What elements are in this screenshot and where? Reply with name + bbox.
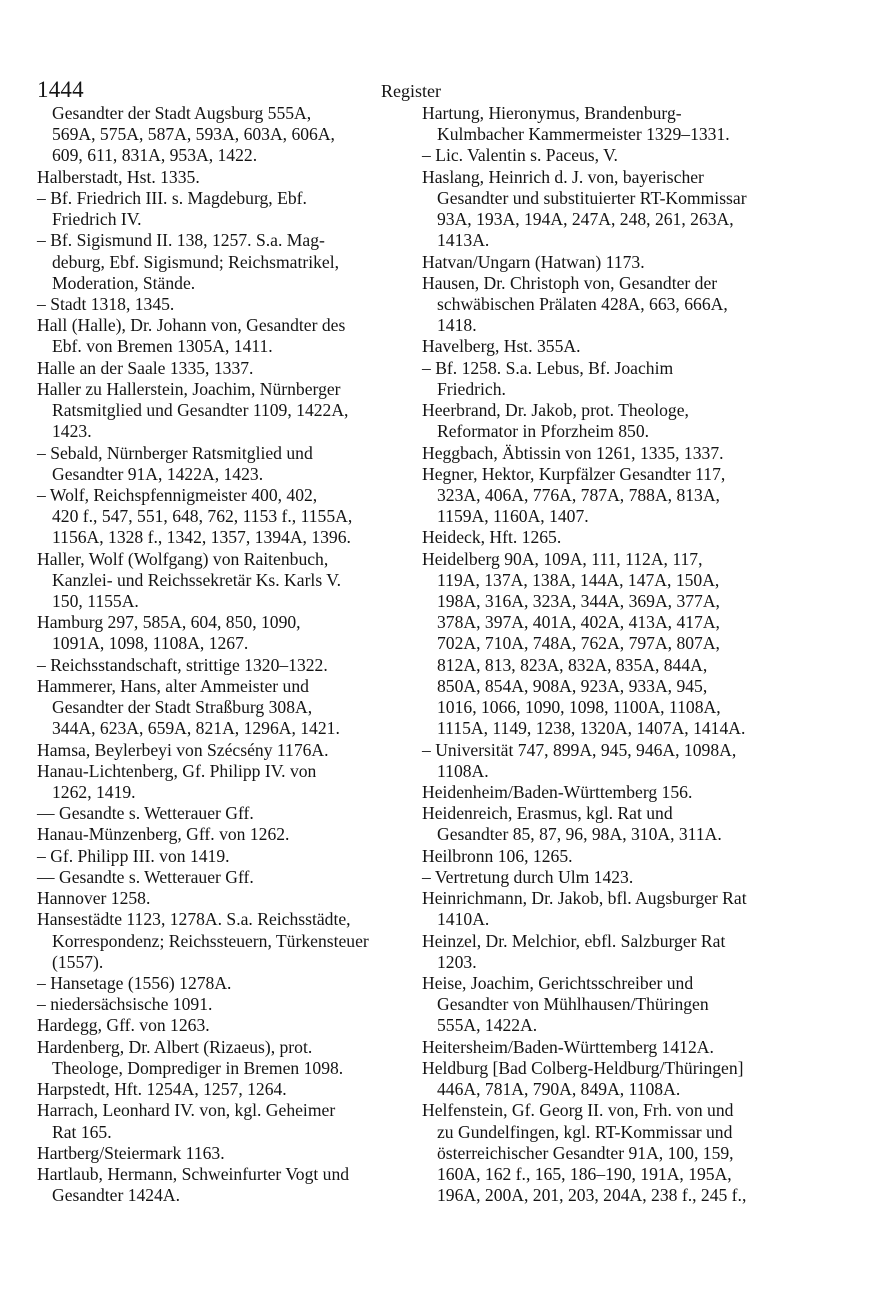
index-entry-continuation: 1418. — [437, 315, 477, 336]
index-entry-continuation: Moderation, Stände. — [52, 272, 196, 293]
index-entry-continuation: 1203. — [437, 951, 477, 972]
index-entry-line: Hartlaub, Hermann, Schweinfurter Vogt und — [37, 1163, 350, 1184]
index-entry-line: Haller zu Hallerstein, Joachim, Nürnberger — [37, 378, 341, 399]
index-entry-line: – Vertretung durch Ulm 1423. — [422, 866, 634, 887]
index-entry-continuation: 196A, 200A, 201, 203, 204A, 238 f., 245 f., — [437, 1185, 747, 1206]
index-entry-line: Hanau-Lichtenberg, Gf. Philipp IV. von — [37, 760, 317, 781]
index-entry-continuation: Kulmbacher Kammermeister 1329–1331. — [437, 124, 730, 145]
index-entry-continuation: 93A, 193A, 194A, 247A, 248, 261, 263A, — [437, 209, 734, 230]
index-entry-line: Hamsa, Beylerbeyi von Szécsény 1176A. — [37, 739, 329, 760]
index-entry-line: Heise, Joachim, Gerichtsschreiber und — [422, 972, 694, 993]
index-column-left — [37, 103, 412, 1206]
running-head: Register — [381, 81, 441, 101]
index-entry-continuation: 160A, 162 f., 165, 186–190, 191A, 195A, — [437, 1163, 732, 1184]
index-entry-continuation: Friedrich. — [437, 378, 506, 399]
index-entry-line: Hartung, Hieronymus, Brandenburg- — [422, 103, 682, 123]
index-entry-continuation: 702A, 710A, 748A, 762A, 797A, 807A, — [437, 633, 720, 654]
index-entry-line: – Bf. 1258. S.a. Lebus, Bf. Joachim — [422, 357, 674, 378]
index-entry-continuation: 850A, 854A, 908A, 923A, 933A, 945, — [437, 675, 708, 696]
index-entry-line: Heinrichmann, Dr. Jakob, bfl. Augsburger Rat — [422, 888, 747, 909]
index-entry-continuation: 119A, 137A, 138A, 144A, 147A, 150A, — [437, 569, 720, 590]
index-entry-continuation: (1557). — [52, 951, 104, 972]
index-entry-line: Haslang, Heinrich d. J. von, bayerischer — [422, 166, 704, 187]
index-entry-continuation: 1413A. — [437, 230, 490, 251]
index-entry-line: Heideck, Hft. 1265. — [422, 527, 562, 548]
index-entry-continuation: 1091A, 1098, 1108A, 1267. — [52, 633, 249, 654]
index-entry-line: Harpstedt, Hft. 1254A, 1257, 1264. — [37, 1079, 287, 1100]
index-entry-line: – Gf. Philipp III. von 1419. — [37, 845, 230, 866]
index-entry-continuation: 323A, 406A, 776A, 787A, 788A, 813A, — [437, 484, 720, 505]
index-entry-continuation: 609, 611, 831A, 953A, 1422. — [52, 145, 258, 166]
index-entry-line: –– Gesandte s. Wetterauer Gff. — [37, 866, 254, 887]
index-entry-line: Hatvan/Ungarn (Hatwan) 1173. — [422, 251, 645, 272]
index-entry-line: Heggbach, Äbtissin von 1261, 1335, 1337. — [422, 442, 724, 463]
index-entry-continuation: 1108A. — [437, 760, 489, 781]
index-entry-line: Havelberg, Hst. 355A. — [422, 336, 581, 357]
index-entry-line: – Lic. Valentin s. Paceus, V. — [422, 145, 618, 166]
index-entry-continuation: Reformator in Pforzheim 850. — [437, 421, 650, 442]
index-entry-continuation: 344A, 623A, 659A, 821A, 1296A, 1421. — [52, 718, 340, 739]
index-entry-line: Heerbrand, Dr. Jakob, prot. Theologe, — [422, 400, 689, 421]
index-entry-line: – Sebald, Nürnberger Ratsmitglied und — [37, 442, 313, 463]
index-entry-continuation: 420 f., 547, 551, 648, 762, 1153 f., 1155A, — [52, 506, 353, 527]
index-entry-line: Halberstadt, Hst. 1335. — [37, 166, 200, 187]
index-entry-line: – niedersächsische 1091. — [37, 994, 213, 1015]
index-entry-line: Hartberg/Steiermark 1163. — [37, 1142, 225, 1163]
index-entry-line: – Universität 747, 899A, 945, 946A, 1098A, — [422, 739, 737, 760]
index-entry-line: Hammerer, Hans, alter Ammeister und — [37, 675, 309, 696]
index-entry-line: Heilbronn 106, 1265. — [422, 845, 573, 866]
index-entry-line: Hausen, Dr. Christoph von, Gesandter der — [422, 272, 718, 293]
index-entry-continuation: Rat 165. — [52, 1121, 112, 1142]
index-entry-continuation: Ebf. von Bremen 1305A, 1411. — [52, 336, 273, 357]
index-entry-line: Heidenreich, Erasmus, kgl. Rat und — [422, 803, 673, 824]
index-entry-continuation: 569A, 575A, 587A, 593A, 603A, 606A, — [52, 124, 335, 145]
index-entry-continuation: 812A, 813, 823A, 832A, 835A, 844A, — [437, 654, 708, 675]
index-entry-line: Harrach, Leonhard IV. von, kgl. Geheimer — [37, 1100, 336, 1121]
index-entry-line: Hamburg 297, 585A, 604, 850, 1090, — [37, 612, 301, 633]
index-entry-line: Heitersheim/Baden-Württemberg 1412A. — [422, 1036, 714, 1057]
index-entry-continuation: 446A, 781A, 790A, 849A, 1108A. — [437, 1079, 681, 1100]
index-entry-line: Hansestädte 1123, 1278A. S.a. Reichsstädte, — [37, 909, 351, 930]
index-entry-continuation: Gesandter 91A, 1422A, 1423. — [52, 463, 264, 484]
index-entry-line: Heidenheim/Baden-Württemberg 156. — [422, 782, 693, 802]
index-entry-continuation: österreichischer Gesandter 91A, 100, 159, — [437, 1142, 734, 1163]
page-number: 1444 — [37, 77, 84, 102]
index-entry-continuation: Kanzlei- und Reichssekretär Ks. Karls V. — [52, 569, 342, 590]
index-entry-line: Hardenberg, Dr. Albert (Rizaeus), prot. — [37, 1036, 313, 1057]
index-entry-line: – Bf. Sigismund II. 138, 1257. S.a. Mag- — [37, 230, 325, 251]
index-entry-continuation: Friedrich IV. — [52, 209, 142, 230]
index-entry-continuation: 555A, 1422A. — [437, 1015, 538, 1036]
index-entry-continuation: 1262, 1419. — [52, 782, 136, 802]
index-entry-line: – Stadt 1318, 1345. — [37, 293, 175, 314]
index-entry-continuation: Gesandter der Stadt Augsburg 555A, — [52, 103, 312, 123]
index-entry-continuation: 1156A, 1328 f., 1342, 1357, 1394A, 1396. — [52, 527, 351, 548]
index-entry-continuation: 1423. — [52, 421, 92, 442]
index-entry-continuation: schwäbischen Prälaten 428A, 663, 666A, — [437, 293, 728, 314]
index-entry-line: – Hansetage (1556) 1278A. — [37, 972, 232, 993]
index-entry-continuation: Gesandter der Stadt Straßburg 308A, — [52, 697, 313, 718]
index-entry-line: Haller, Wolf (Wolfgang) von Raitenbuch, — [37, 548, 329, 569]
index-entry-continuation: 150, 1155A. — [52, 591, 139, 612]
index-entry-continuation: 198A, 316A, 323A, 344A, 369A, 377A, — [437, 591, 720, 612]
index-entry-continuation: Korrespondenz; Reichssteuern, Türkensteuer — [52, 930, 369, 951]
index-entry-line: Heinzel, Dr. Melchior, ebfl. Salzburger Rat — [422, 930, 726, 951]
index-entry-continuation: 1016, 1066, 1090, 1098, 1100A, 1108A, — [437, 697, 721, 718]
index-column-right — [422, 103, 822, 1206]
index-entry-line: Hanau-Münzenberg, Gff. von 1262. — [37, 824, 290, 845]
index-entry-line: Helfenstein, Gf. Georg II. von, Frh. von und — [422, 1100, 734, 1121]
index-entry-continuation: Ratsmitglied und Gesandter 1109, 1422A, — [52, 400, 349, 421]
index-entry-line: – Wolf, Reichspfennigmeister 400, 402, — [37, 484, 318, 505]
index-entry-line: – Bf. Friedrich III. s. Magdeburg, Ebf. — [37, 187, 307, 208]
index-entry-line: Halle an der Saale 1335, 1337. — [37, 357, 254, 378]
index-entry-continuation: 1115A, 1149, 1238, 1320A, 1407A, 1414A. — [437, 718, 746, 739]
index-entry-line: Hannover 1258. — [37, 888, 151, 909]
index-entry-line: Hegner, Hektor, Kurpfälzer Gesandter 117, — [422, 463, 726, 484]
index-entry-continuation: 1410A. — [437, 909, 490, 930]
index-entry-continuation: zu Gundelfingen, kgl. RT-Kommissar und — [437, 1121, 733, 1142]
index-entry-continuation: 378A, 397A, 401A, 402A, 413A, 417A, — [437, 612, 720, 633]
index-entry-line: Heldburg [Bad Colberg-Heldburg/Thüringen] — [422, 1057, 744, 1078]
index-entry-continuation: Gesandter 1424A. — [52, 1185, 181, 1206]
index-entry-line: Hall (Halle), Dr. Johann von, Gesandter des — [37, 315, 346, 336]
index-entry-continuation: Gesandter 85, 87, 96, 98A, 310A, 311A. — [437, 824, 722, 845]
index-entry-continuation: 1159A, 1160A, 1407. — [437, 506, 589, 527]
index-entry-continuation: Gesandter von Mühlhausen/Thüringen — [437, 994, 709, 1015]
index-entry-line: – Reichsstandschaft, strittige 1320–1322. — [37, 654, 328, 675]
index-entry-line: Heidelberg 90A, 109A, 111, 112A, 117, — [422, 548, 703, 569]
index-entry-line: Hardegg, Gff. von 1263. — [37, 1015, 210, 1036]
index-entry-continuation: deburg, Ebf. Sigismund; Reichsmatrikel, — [52, 251, 340, 272]
index-entry-line: –– Gesandte s. Wetterauer Gff. — [37, 803, 254, 824]
index-entry-continuation: Gesandter und substituierter RT-Kommissar — [437, 187, 747, 208]
index-entry-continuation: Theologe, Domprediger in Bremen 1098. — [52, 1057, 344, 1078]
